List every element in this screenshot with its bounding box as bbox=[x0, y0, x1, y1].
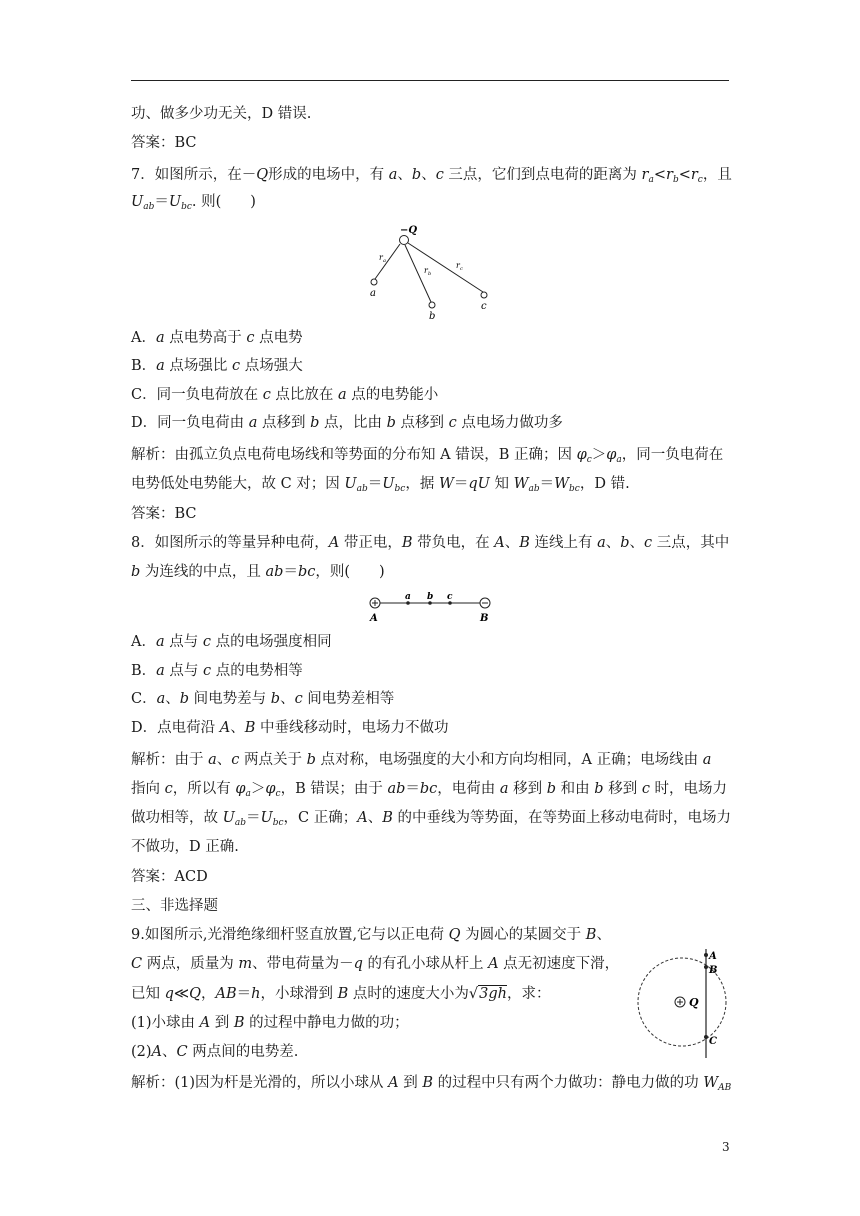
fig-label-a: a bbox=[370, 288, 376, 299]
fig-label-rc: r bbox=[456, 261, 460, 270]
svg-text:c: c bbox=[460, 266, 463, 272]
answer-q8: 答案：ACD bbox=[131, 869, 208, 885]
fig-label-B: B bbox=[480, 613, 489, 624]
q8-explanation-line2: 指向 c，所以有 $\varphi_a>\varphi_c$，B 错误；由于 ab＝bc，电荷由 a 移到 b 和由 b 移到 c 时，电场力 bbox=[131, 781, 728, 799]
q9-stem-line2: C 两点，质量为 m、带电荷量为－q 的有孔小球从杆上 A 点无初速度下滑， bbox=[131, 956, 620, 972]
answer-q6: 答案：BC bbox=[131, 135, 197, 151]
fig-label-Q: Q bbox=[689, 996, 699, 1009]
fig-label-A: A bbox=[370, 613, 378, 624]
text-line: 功、做多少功无关，D 错误. bbox=[131, 106, 312, 122]
fig-label-a: a bbox=[405, 592, 411, 602]
page-number: 3 bbox=[722, 1140, 730, 1154]
q8-explanation-line4: 不做功，D 正确. bbox=[131, 839, 239, 855]
q8-option-d: D．点电荷沿 A、B 中垂线移动时，电场力不做功 bbox=[131, 720, 449, 736]
q7-option-a: A．a 点电势高于 c 点电势 bbox=[131, 330, 303, 346]
q7-option-b: B．a 点场强比 c 点场强大 bbox=[131, 358, 303, 374]
section-heading: 三、非选择题 bbox=[131, 898, 218, 914]
q8-option-b: B．a 点与 c 点的电势相等 bbox=[131, 663, 303, 679]
q7-explanation-line1: 解析：由孤立负点电荷电场线和等势面的分布知 A 错误，B 正确；因 $\varphi_c>\varphi_a$，同一负电荷在 bbox=[131, 447, 724, 465]
answer-q7: 答案：BC bbox=[131, 506, 197, 522]
q9-part2: (2)A、C 两点间的电势差. bbox=[131, 1044, 299, 1060]
q8-stem-line2: b 为连线的中点，且 ab＝bc，则( ) bbox=[131, 564, 385, 580]
svg-text:a: a bbox=[383, 258, 386, 264]
q7-figure bbox=[360, 222, 500, 322]
q9-stem-line1: 9.如图所示,光滑绝缘细杆竖直放置,它与以正电荷 Q 为圆心的某圆交于 B、 bbox=[131, 927, 611, 943]
q9-figure bbox=[634, 945, 734, 1065]
header-rule bbox=[131, 80, 729, 81]
q8-explanation-line3: 做功相等，故 $U_{ab}=U_{bc}$，C 正确；A、B 的中垂线为等势面，在等势面上移动电荷时，电场力 bbox=[131, 810, 731, 828]
fig-label-rb: r bbox=[424, 266, 428, 275]
q8-figure bbox=[362, 590, 494, 626]
fig-label-c: c bbox=[481, 301, 487, 312]
q7-explanation-line2: 电势低处电势能大，故 C 对；因 $U_{ab}=U_{bc}$，据 W＝qU 知 $W_{ab}=W_{bc}$，D 错. bbox=[131, 476, 630, 494]
fig-label-C: C bbox=[709, 1036, 717, 1047]
q8-option-c: C．a、b 间电势差与 b、c 间电势差相等 bbox=[131, 691, 395, 707]
q7-option-d: D．同一负电荷由 a 点移到 b 点，比由 b 点移到 c 点电场力做功多 bbox=[131, 415, 563, 431]
q9-stem-line3: 已知 q≪Q，AB＝h，小球滑到 B 点时的速度大小为√3gh，求： bbox=[131, 986, 551, 1002]
q8-stem-line1: 8．如图所示的等量异种电荷，A 带正电，B 带负电，在 A、B 连线上有 a、b、c 三点，其中 bbox=[131, 535, 730, 551]
fig-label-B: B bbox=[709, 965, 718, 976]
svg-text:b: b bbox=[428, 271, 432, 277]
fig-label-A: A bbox=[709, 951, 717, 962]
q7-option-c: C．同一负电荷放在 c 点比放在 a 点的电势能小 bbox=[131, 387, 439, 403]
q8-explanation-line1: 解析：由于 a、c 两点关于 b 点对称，电场强度的大小和方向均相同，A 正确；电场线由 a bbox=[131, 752, 712, 768]
fig-label-minus-Q: −Q bbox=[400, 225, 418, 236]
fig-label-ra: r bbox=[379, 253, 383, 262]
fig-label-b: b bbox=[427, 592, 434, 602]
fig-label-c: c bbox=[447, 592, 453, 602]
q9-part1: (1)小球由 A 到 B 的过程中静电力做的功； bbox=[131, 1015, 409, 1031]
q9-explanation-line1: 解析：(1)因为杆是光滑的，所以小球从 A 到 B 的过程中只有两个力做功：静电力做的功 $W_{AB}$ bbox=[131, 1075, 732, 1093]
q7-stem-line2: $U_{ab}=U_{bc}$. 则( ) bbox=[131, 194, 256, 212]
q7-stem-line1: 7．如图所示，在－Q形成的电场中，有 a、b、c 三点，它们到点电荷的距离为 $r_a<r_b<r_c$，且 bbox=[131, 167, 732, 185]
fig-label-b: b bbox=[429, 311, 436, 322]
q8-option-a: A．a 点与 c 点的电场强度相同 bbox=[131, 634, 332, 650]
